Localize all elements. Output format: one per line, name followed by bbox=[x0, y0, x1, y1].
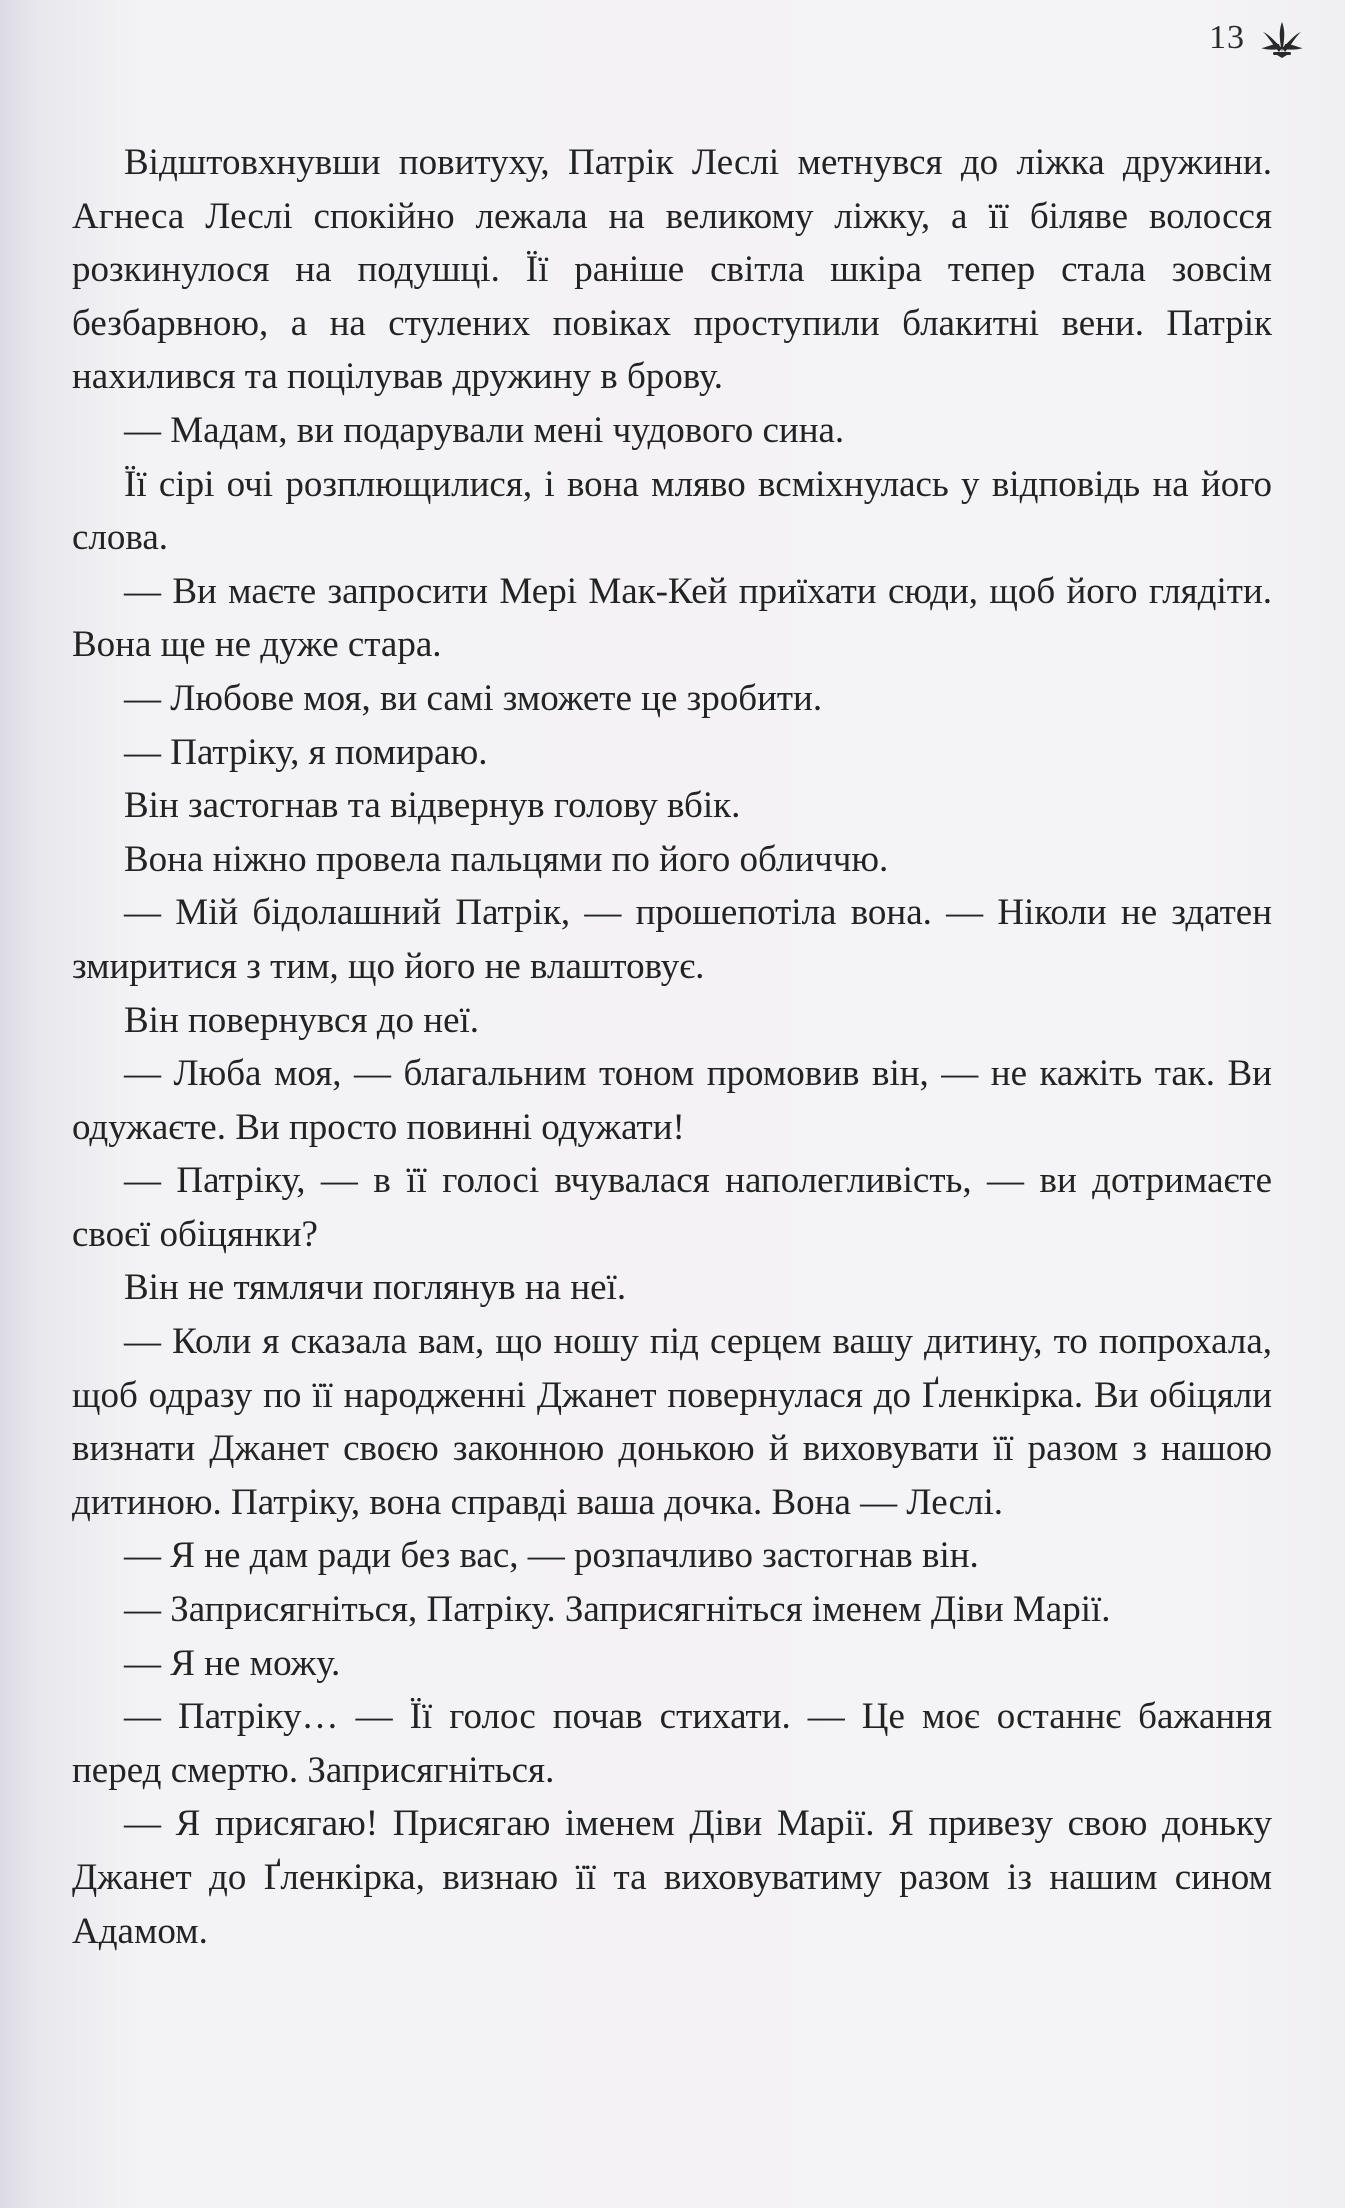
paragraph: — Я не дам ради без вас, — розпачливо застогнав він. bbox=[124, 1535, 979, 1577]
paragraph: Її сірі очі розплющилися, і вона мляво всміхнулась у відповідь на його слова. bbox=[72, 463, 1272, 559]
paragraph: Вона ніжно провела пальцями по його обличчю. bbox=[124, 838, 889, 880]
paragraph: — Патріку, — в її голосі вчувалася наполегливість, — ви дотримаєте своєї обіцянки? bbox=[72, 1160, 1272, 1255]
paragraph: — Ви маєте запросити Мері Мак-Кей приїхати сюди, щоб його глядіти. Вона ще не дуже стара. bbox=[72, 570, 1272, 666]
paragraph: — Я присягаю! Присягаю іменем Діви Марії. Я привезу свою доньку Джанет до Ґленкірка, визнаю її та виховуватиму разом із нашим сином Адамом. bbox=[72, 1803, 1272, 1952]
paragraph: — Патріку, я помираю. bbox=[124, 731, 488, 773]
paragraph: — Люба моя, — благальним тоном промовив він, — не кажіть так. Ви одужаєте. Ви просто повинні одужати! bbox=[72, 1053, 1272, 1148]
paragraph: — Мадам, ви подарували мені чудового сина. bbox=[124, 409, 845, 451]
paragraph: — Я не можу. bbox=[124, 1642, 341, 1684]
paragraph: — Патріку… — Її голос почав стихати. — Це моє останнє бажання перед смертю. Заприсягніться. bbox=[72, 1696, 1272, 1791]
page-number: 13 bbox=[1209, 19, 1245, 56]
paragraph: Він застогнав та відвернув голову вбік. bbox=[124, 785, 741, 827]
paragraph: — Заприсягніться, Патріку. Заприсягніться іменем Діви Марії. bbox=[124, 1589, 1111, 1631]
paragraph: Він не тямлячи поглянув на неї. bbox=[124, 1267, 627, 1309]
paragraph: — Коли я сказала вам, що ношу під серцем вашу дитину, то попрохала, щоб одразу по її народженні Джанет повернулася до Ґленкірка. Ви обіцяли визнати Джанет своєю законною донькою й виховувати її разом з нашою дитиною. Патріку, вона справді ваша дочка. Вона — Леслі. bbox=[72, 1321, 1272, 1523]
body-text bbox=[72, 136, 1272, 1958]
page-header bbox=[1209, 18, 1305, 58]
paragraph: Він повернувся до неї. bbox=[124, 999, 480, 1041]
paragraph: — Любове моя, ви самі зможете це зробити. bbox=[124, 677, 823, 719]
paragraph: — Мій бідолашний Патрік, — прошепотіла вона. — Ніколи не здатен змиритися з тим, що його не влаштовує. bbox=[72, 892, 1272, 987]
lily-ornament-icon bbox=[1259, 18, 1305, 58]
paragraph: Відштовхнувши повитуху, Патрік Леслі метнувся до ліжка дружини. Агнеса Леслі спокійно лежала на великому ліжку, а її біляве волосся розкинулося на подушці. Її раніше світла шкіра тепер стала зовсім безбарвною, а на стулених повіках проступили блакитні вени. Патрік нахилився та поцілував дружину в брову. bbox=[72, 142, 1272, 398]
